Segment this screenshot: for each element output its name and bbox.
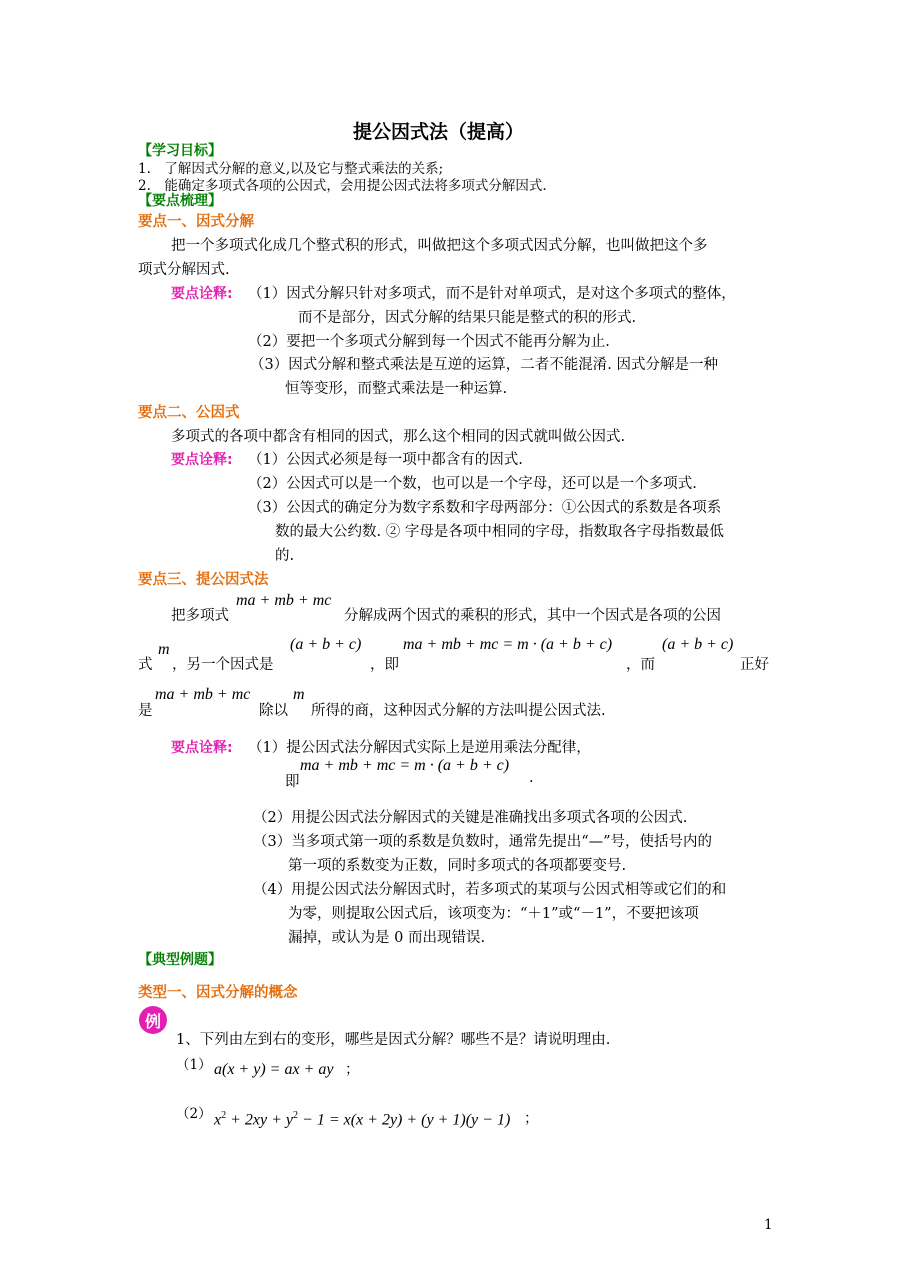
math-poly-2: ma + mb + mc [155, 686, 251, 703]
point2-heading: 要点二、公因式 [138, 405, 240, 421]
point3-text-9: 除以 [259, 703, 288, 719]
example-badge [139, 1006, 167, 1034]
point3-text-6: ，而 [626, 657, 655, 673]
point3-note3-line2: 第一项的系数变为正数，同时多项式的各项都要变号. [288, 858, 627, 874]
page-number: 1 [764, 1217, 773, 1233]
point3-text-2: 分解成两个因式的乘积的形式，其中一个因式是各项的公因 [344, 608, 721, 624]
page-title: 提公因式法（提高） [353, 121, 525, 143]
example-item2-end: ； [524, 1111, 539, 1127]
point3-text-1: 把多项式 [171, 608, 229, 624]
point2-note-label: 要点诠释: [171, 452, 233, 468]
point1-note2: （2）要把一个多项式分解到每一个因式不能再分解为止. [248, 334, 610, 350]
point3-text-10: 所得的商，这种因式分解的方法叫提公因式法. [311, 703, 606, 719]
point3-note4-line3: 漏掉，或认为是 0 而出现错误. [288, 930, 486, 946]
point3-note3-line1: （3）当多项式第一项的系数是负数时，通常先提出“—”号，使括号内的 [253, 834, 713, 850]
point3-heading: 要点三、提公因式法 [138, 572, 269, 588]
point1-heading: 要点一、因式分解 [138, 214, 254, 230]
point3-text-3: 式 [138, 657, 153, 673]
item2-term-rest: − 1 = x(x + 2y) + (y + 1)(y − 1) [298, 1111, 511, 1129]
example-item2-math [214, 1110, 510, 1129]
point3-text-8: 是 [138, 703, 153, 719]
goals-heading: 【学习目标】 [138, 143, 222, 159]
point1-note3-line1: （3）因式分解和整式乘法是互逆的运算，二者不能混淆. 因式分解是一种 [250, 357, 718, 373]
examples-heading: 【典型例题】 [138, 952, 222, 968]
math-poly-1: ma + mb + mc [236, 592, 332, 609]
point3-text-7: 正好 [740, 657, 769, 673]
point3-text-4: ，另一个因式是 [172, 657, 274, 673]
point1-note3-line2: 恒等变形，而整式乘法是一种运算. [285, 381, 508, 397]
math-eq-1: ma + mb + mc = m · (a + b + c) [403, 636, 613, 653]
goal-item-2: 2. 能确定多项式各项的公因式，会用提公因式法将多项式分解因式. [138, 178, 547, 194]
goal-item-1: 1. 了解因式分解的意义,以及它与整式乘法的关系; [138, 161, 444, 177]
point2-note3-line3: 的. [275, 548, 295, 564]
point1-body-line2: 项式分解因式. [138, 262, 230, 278]
item2-term-2xy: + 2xy + y [226, 1111, 294, 1129]
math-m-2: m [293, 686, 305, 703]
item2-sup-1: 2 [221, 1110, 227, 1121]
point3-note1: （1）提公因式法分解因式实际上是逆用乘法分配律， [248, 740, 591, 756]
type1-heading: 类型一、因式分解的概念 [138, 985, 298, 1001]
point3-note2: （2）用提公因式法分解因式的关键是准确找出多项式各项的公因式. [253, 810, 688, 826]
point3-note4-line2: 为零，则提取公因式后，该项变为：“＋1”或“－1”，不要把该项 [288, 906, 699, 922]
point3-note1-end: . [529, 770, 534, 786]
math-m-1: m [158, 641, 170, 658]
point2-note2: （2）公因式可以是一个数，也可以是一个字母，还可以是一个多项式. [248, 476, 697, 492]
math-sum-2: (a + b + c) [662, 636, 734, 653]
example-question: 1、下列由左到右的变形，哪些是因式分解？哪些不是？请说明理由. [176, 1032, 611, 1048]
example-badge-label: 例 [144, 1011, 161, 1031]
point3-text-5: ，即 [370, 657, 399, 673]
point3-note1-ji: 即 [285, 774, 300, 790]
example-item2-label: （2） [176, 1106, 212, 1122]
item2-sup-2: 2 [293, 1110, 299, 1121]
example-item1-label: （1） [176, 1057, 212, 1073]
point2-note3-line1: （3）公因式的确定分为数字系数和字母两部分：①公因式的系数是各项系 [248, 500, 722, 516]
point1-note1-line2: 而不是部分，因式分解的结果只能是整式的积的形式. [298, 310, 637, 326]
math-eq-2: ma + mb + mc = m · (a + b + c) [300, 757, 510, 774]
example-item1-end: ； [345, 1062, 360, 1078]
point2-body: 多项式的各项中都含有相同的因式，那么这个相同的因式就叫做公因式. [171, 429, 626, 445]
point1-body-line1: 把一个多项式化成几个整式积的形式，叫做把这个多项式因式分解，也叫做把这个多 [171, 238, 708, 254]
point1-note-label: 要点诠释: [171, 286, 233, 302]
item2-term-x: x [214, 1111, 222, 1129]
point2-note3-line2: 数的最大公约数. ② 字母是各项中相同的字母，指数取各字母指数最低 [275, 524, 724, 540]
math-sum-1: (a + b + c) [290, 636, 362, 653]
example-item1-math: a(x + y) = ax + ay [214, 1061, 334, 1078]
point2-note1: （1）公因式必须是每一项中都含有的因式. [248, 452, 523, 468]
point3-note4-line1: （4）用提公因式法分解因式时，若多项式的某项与公因式相等或它们的和 [253, 882, 727, 898]
point3-note-label: 要点诠释: [171, 740, 233, 756]
summary-heading: 【要点梳理】 [138, 193, 222, 209]
point1-note1-line1: （1）因式分解只针对多项式，而不是针对单项式，是对这个多项式的整体， [248, 286, 736, 302]
